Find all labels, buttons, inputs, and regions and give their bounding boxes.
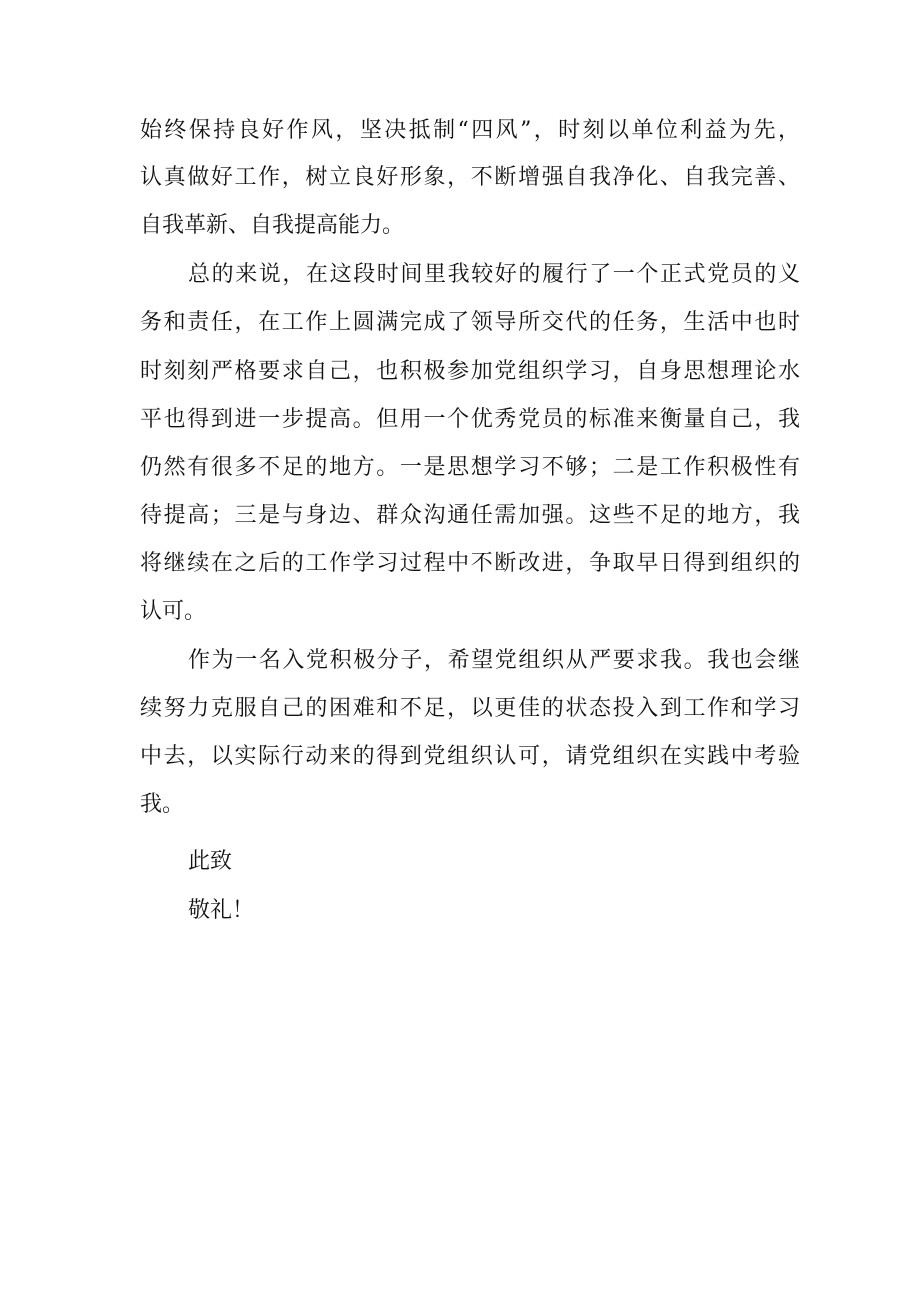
text-line: 认可。 xyxy=(140,599,207,624)
salutation: 此致 xyxy=(188,849,233,874)
text-line: 总的来说，在这段时间里我较好的履行了一个正式党员的义 xyxy=(188,262,800,287)
text-line: 待提高；三是与身边、群众沟通任需加强。这些不足的地方，我 xyxy=(140,503,800,528)
text-line: 认真做好工作，树立良好形象，不断增强自我净化、自我完善、 xyxy=(140,165,800,190)
regards: 敬礼！ xyxy=(188,898,255,923)
text-line: 作为一名入党积极分子，希望党组织从严要求我。我也会继 xyxy=(188,648,800,673)
text-line: 中去，以实际行动来的得到党组织认可，请党组织在实践中考验 xyxy=(140,744,800,769)
text-line: 时刻刻严格要求自己，也积极参加党组织学习，自身思想理论水 xyxy=(140,359,800,384)
text-line: 平也得到进一步提高。但用一个优秀党员的标准来衡量自己，我 xyxy=(140,407,800,432)
text-line: 仍然有很多不足的地方。一是思想学习不够；二是工作积极性有 xyxy=(140,455,800,480)
text-line: 我。 xyxy=(140,792,185,817)
text-line: 将继续在之后的工作学习过程中不断改进，争取早日得到组织的 xyxy=(140,551,800,576)
text-line: 自我革新、自我提高能力。 xyxy=(140,213,405,238)
text-line: 务和责任，在工作上圆满完成了领导所交代的任务，生活中也时 xyxy=(140,310,800,335)
text-line: 始终保持良好作风，坚决抵制“四风”，时刻以单位利益为先， xyxy=(140,118,800,143)
text-line: 续努力克服自己的困难和不足，以更佳的状态投入到工作和学习 xyxy=(140,696,800,721)
